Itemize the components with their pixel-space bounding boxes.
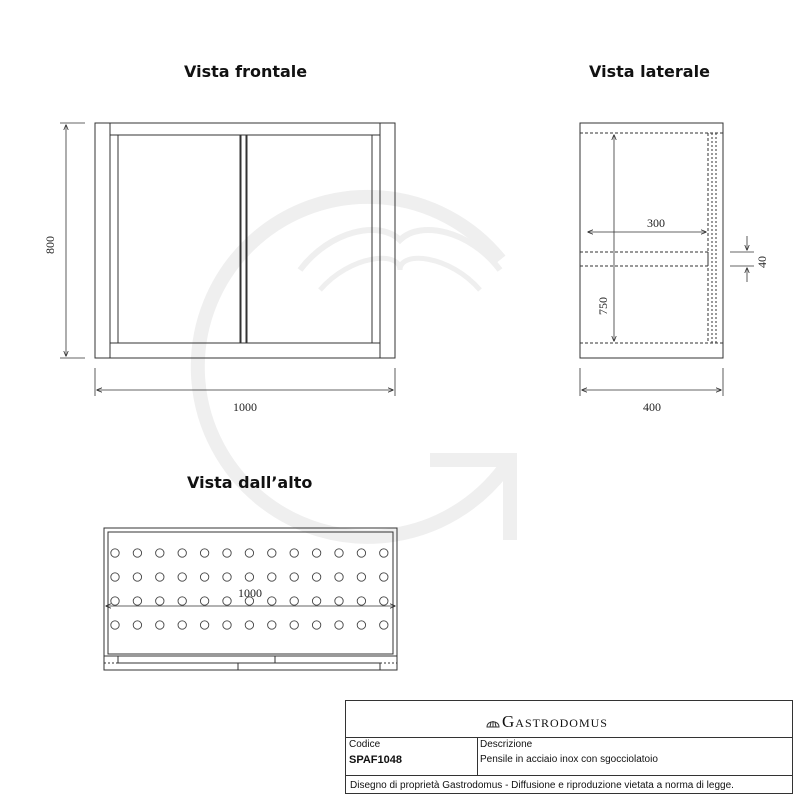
title-block-divider [477,737,478,775]
drain-hole [223,573,231,581]
drain-hole [111,621,119,629]
shell-icon [486,713,500,725]
drain-hole [335,549,343,557]
footer-note: Disegno di proprietà Gastrodomus - Diffusione e riproduzione vietata a norma di legge. [350,780,734,791]
drain-hole [133,573,141,581]
drain-hole [290,549,298,557]
drain-hole [312,549,320,557]
drain-hole [290,597,298,605]
drain-hole [178,621,186,629]
code-value: SPAF1048 [349,754,402,766]
drain-hole [357,621,365,629]
drain-hole [111,549,119,557]
side-inner-height-label: 750 [596,297,610,315]
drain-hole [133,621,141,629]
drain-hole [335,621,343,629]
front-view-title: Vista frontale [184,62,308,81]
top-view-title: Vista dall’alto [187,473,313,492]
drain-hole [223,549,231,557]
title-block-divider [346,775,792,776]
drain-hole [290,621,298,629]
side-depth-label: 400 [643,400,661,414]
drain-hole [290,573,298,581]
title-block [345,700,793,794]
drain-hole [380,621,388,629]
drain-hole [200,549,208,557]
drain-hole [268,573,276,581]
drain-hole [245,621,253,629]
side-shelf-thickness-dimension [730,236,754,282]
front-height-dimension [60,123,85,358]
drain-hole [335,597,343,605]
drain-hole [245,573,253,581]
top-width-label: 1000 [238,586,262,600]
drain-hole [268,549,276,557]
company-logo: Gastrodomus [486,712,608,732]
code-label: Codice [349,739,381,750]
drain-hole [312,573,320,581]
drain-hole [178,573,186,581]
drain-hole [357,597,365,605]
drain-hole [268,597,276,605]
drain-hole [200,621,208,629]
front-height-label: 800 [43,236,57,254]
drain-hole [223,621,231,629]
drain-hole [178,549,186,557]
drain-hole [312,597,320,605]
drain-hole [357,549,365,557]
drain-hole [133,549,141,557]
side-depth-dimension [580,368,723,396]
drain-hole [245,549,253,557]
drain-hole [133,597,141,605]
front-width-dimension [95,368,395,396]
drain-hole [156,597,164,605]
drain-hole [200,573,208,581]
front-width-label: 1000 [233,400,257,414]
drain-hole [335,573,343,581]
drain-hole [178,597,186,605]
side-view [580,123,723,358]
side-shelf-thickness-label: 40 [755,256,769,268]
drain-hole [357,573,365,581]
drain-hole [111,597,119,605]
drain-hole [312,621,320,629]
description-value: Pensile in acciaio inox con sgocciolatoio [480,754,658,765]
title-block-divider [346,737,792,738]
drain-hole [156,621,164,629]
side-shelf-depth-label: 300 [647,216,665,230]
drain-hole [380,549,388,557]
drain-hole [380,597,388,605]
drain-hole [380,573,388,581]
drain-hole [156,573,164,581]
drain-hole [268,621,276,629]
drain-hole [200,597,208,605]
side-view-title: Vista laterale [589,62,710,81]
description-label: Descrizione [480,739,533,750]
drain-hole [111,573,119,581]
drain-hole [223,597,231,605]
drain-hole [156,549,164,557]
